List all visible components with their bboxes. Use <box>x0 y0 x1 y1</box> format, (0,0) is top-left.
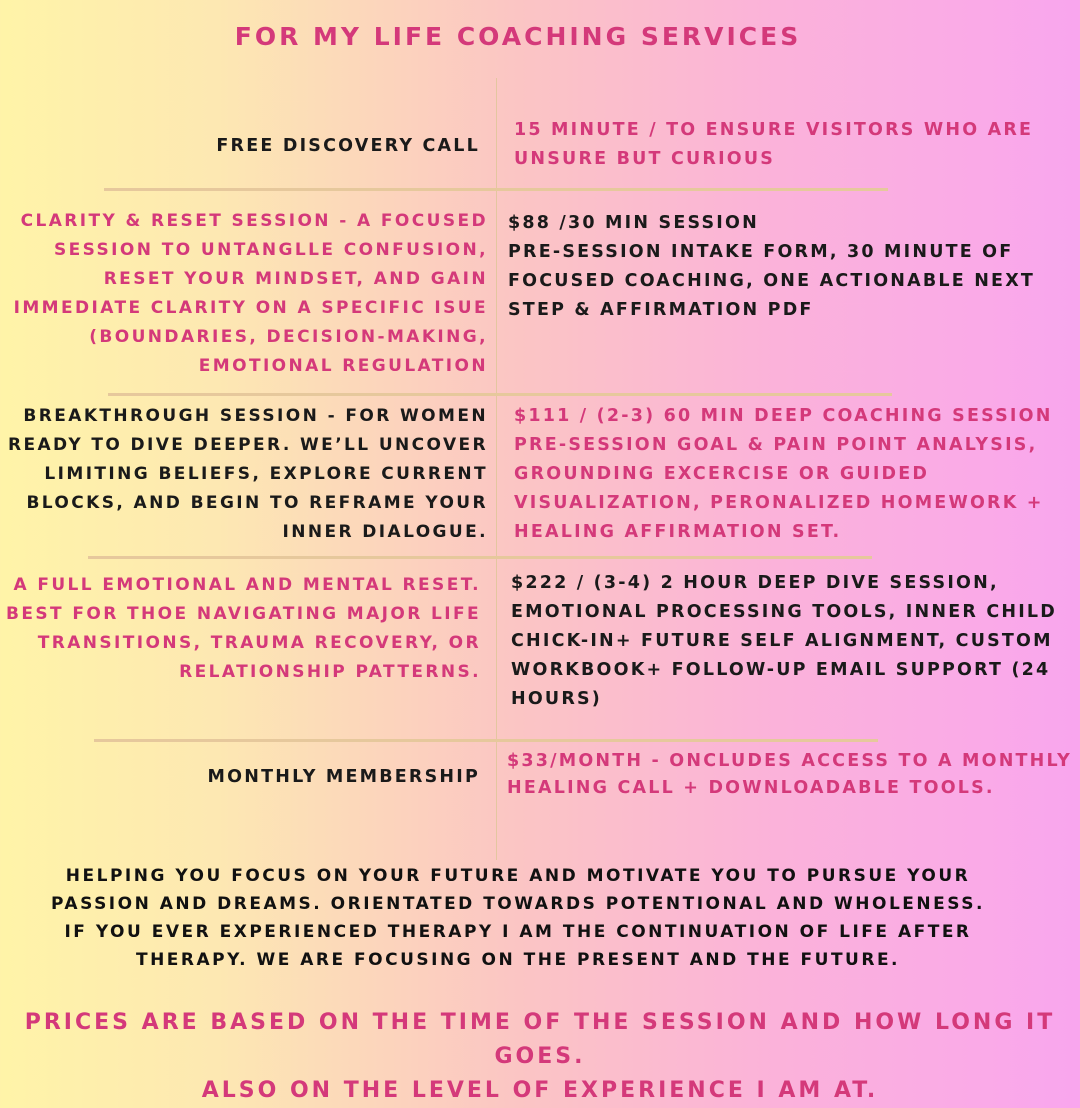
about-line: HELPING YOU FOCUS ON YOUR FUTURE AND MOTIVATE YOU TO PURSUE YOUR <box>65 866 971 886</box>
service-price-breakthrough: $111 / (2-3) 60 MIN DEEP COACHING SESSION <box>514 406 1053 426</box>
about-text <box>0 862 1036 974</box>
service-details-breakthrough: PRE-SESSION GOAL & PAIN POINT ANALYSIS, GROUNDING EXCERCISE OR GUIDED VISUALIZATION, PERONALIZED HOMEWORK + HEALING AFFIRMATION SET. <box>514 435 1044 542</box>
pricing-note <box>0 1006 1080 1108</box>
service-price-clarity-reset: $88 /30 MIN SESSION <box>508 213 759 233</box>
pricing-note-line: ALSO ON THE LEVEL OF EXPERIENCE I AM AT. <box>201 1078 879 1103</box>
about-line: PASSION AND DREAMS. ORIENTATED TOWARDS POTENTIONAL AND WHOLENESS. <box>51 894 985 914</box>
row-divider <box>88 556 872 559</box>
service-details-clarity-reset: PRE-SESSION INTAKE FORM, 30 MINUTE OF FOCUSED COACHING, ONE ACTIONABLE NEXT STEP & AFFIRMATION PDF <box>508 242 1036 320</box>
service-name-full-reset: A FULL EMOTIONAL AND MENTAL RESET. BEST FOR THOE NAVIGATING MAJOR LIFE TRANSITIONS, TRAUMA RECOVERY, OR RELATIONSHIP PATTERNS. <box>6 575 481 682</box>
service-details-discovery-call: 15 MINUTE / TO ENSURE VISITORS WHO ARE UNSURE BUT CURIOUS <box>514 120 1034 169</box>
row-divider <box>104 188 888 191</box>
service-info-breakthrough <box>514 402 1074 547</box>
service-details-membership: $33/MONTH - ONCLUDES ACCESS TO A MONTHLY HEALING CALL + DOWNLOADABLE TOOLS. <box>507 751 1073 798</box>
service-details-full-reset: $222 / (3-4) 2 HOUR DEEP DIVE SESSION, EMOTIONAL PROCESSING TOOLS, INNER CHILD CHICK-IN+ FUTURE SELF ALIGNMENT, CUSTOM WORKBOOK+ FOLLOW-UP EMAIL SUPPORT (24 HOURS) <box>511 573 1058 709</box>
column-divider <box>496 78 497 860</box>
service-name-clarity-reset: CLARITY & RESET SESSION - A FOCUSED SESSION TO UNTANGLLE CONFUSION, RESET YOUR MINDSET, AND GAIN IMMEDIATE CLARITY ON A SPECIFIC ISUE (BOUNDARIES, DECISION-MAKING, EMOTIONAL REGULATION <box>13 211 488 376</box>
row-divider <box>94 739 878 742</box>
pricing-note-line: PRICES ARE BASED ON THE TIME OF THE SESSION AND HOW LONG IT GOES. <box>24 1010 1056 1069</box>
row-divider <box>108 393 892 396</box>
service-name-breakthrough: BREAKTHROUGH SESSION - FOR WOMEN READY TO DIVE DEEPER. WE’LL UNCOVER LIMITING BELIEFS, EXPLORE CURRENT BLOCKS, AND BEGIN TO REFRAME YOUR INNER DIALOGUE. <box>7 406 488 542</box>
service-name-membership: MONTHLY MEMBERSHIP <box>207 767 480 787</box>
page-title: FOR MY LIFE COACHING SERVICES <box>234 22 802 51</box>
about-line: IF YOU EVER EXPERIENCED THERAPY I AM THE CONTINUATION OF LIFE AFTER <box>64 922 972 942</box>
service-name-discovery-call: FREE DISCOVERY CALL <box>216 136 480 156</box>
service-info-clarity-reset <box>508 209 1063 325</box>
about-line: THERAPY. WE ARE FOCUSING ON THE PRESENT AND THE FUTURE. <box>135 950 901 970</box>
